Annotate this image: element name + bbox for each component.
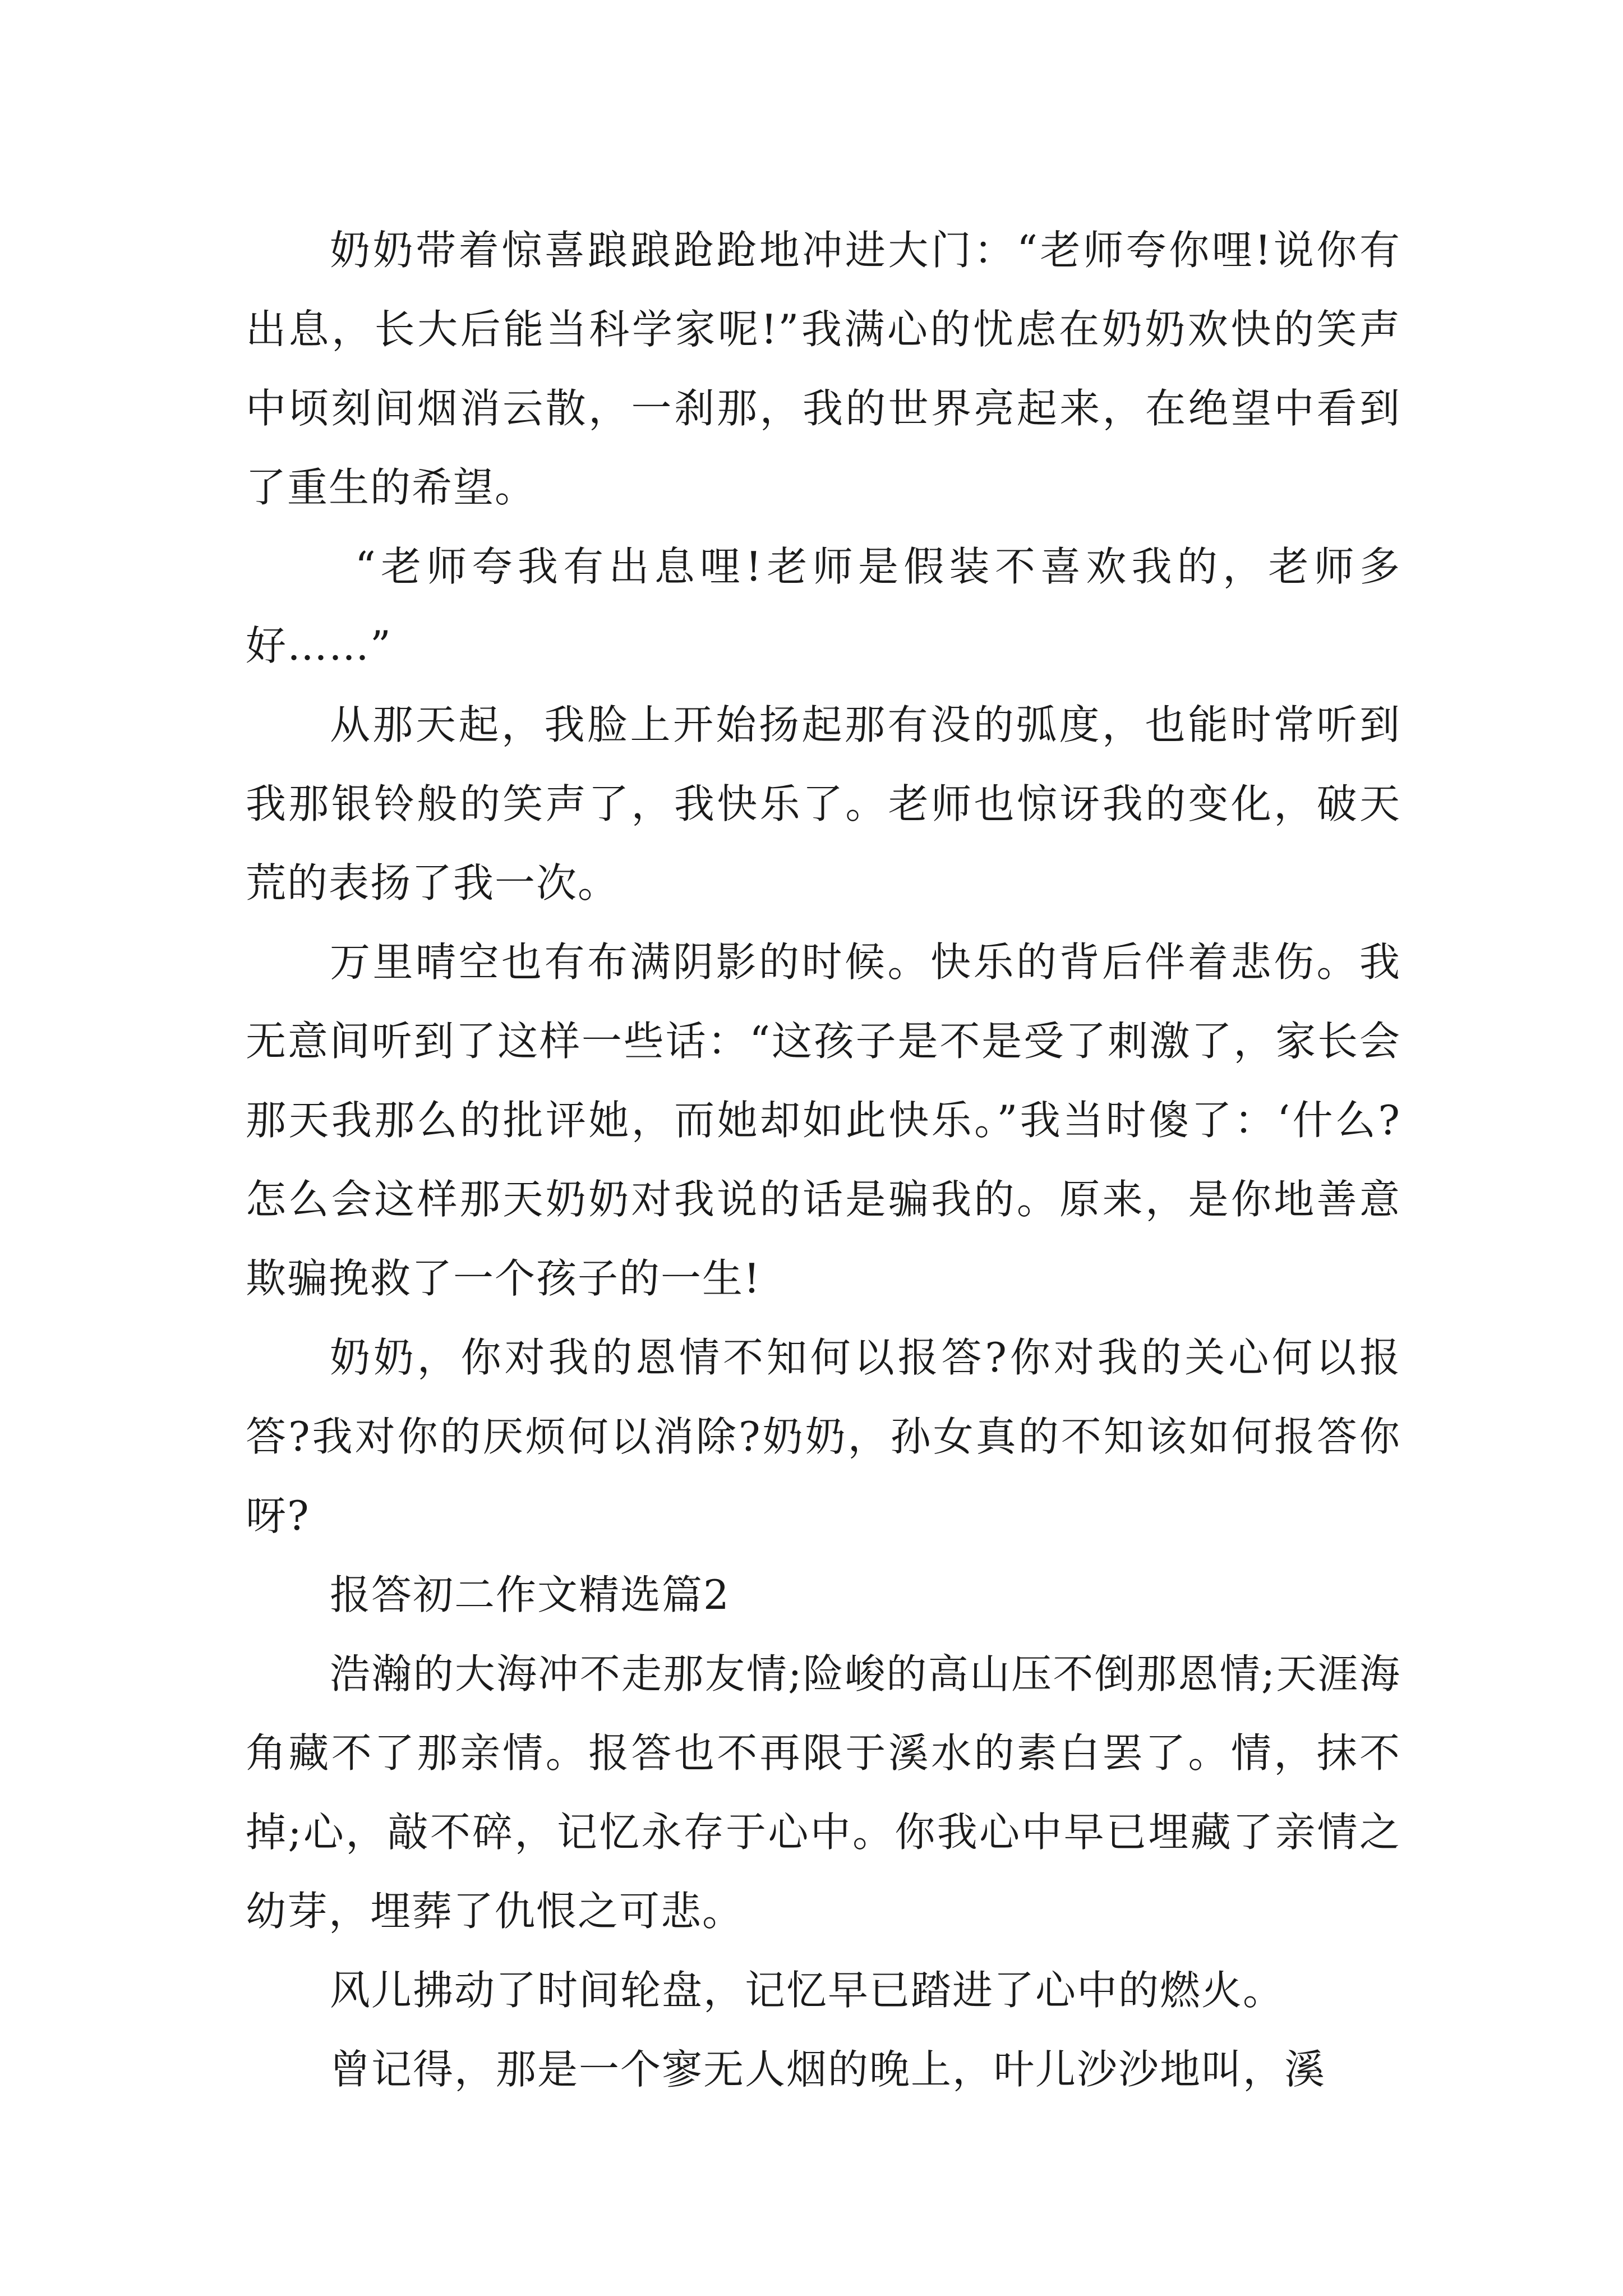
paragraph: 奶奶，你对我的恩情不知何以报答?你对我的关心何以报答?我对你的厌烦何以消除?奶奶，孙女真的不知该如何报答你呀? [246,1334,1401,1539]
paragraph: 风儿拂动了时间轮盘，记忆早已踏进了心中的燃火。 [330,1967,1285,2014]
section-heading: 报答初二作文精选篇2 [330,1571,730,1618]
document-body [246,211,1401,2109]
paragraph: 奶奶带着惊喜踉踉跄跄地冲进大门：“老师夸你哩!说你有出息，长大后能当科学家呢!”我满心的忧虑在奶奶欢快的笑声中顷刻间烟消云散，一刹那，我的世界亮起来，在绝望中看到了重生的希望。 [246,227,1401,511]
paragraph: 浩瀚的大海冲不走那友情;险峻的高山压不倒那恩情;天涯海角藏不了那亲情。报答也不再限于溪水的素白罢了。情，抹不掉;心，敲不碎，记忆永存于心中。你我心中早已埋藏了亲情之幼芽，埋葬了仇恨之可悲。 [246,1650,1401,1935]
paragraph: 从那天起，我脸上开始扬起那有没的弧度，也能时常听到我那银铃般的笑声了，我快乐了。老师也惊讶我的变化，破天荒的表扬了我一次。 [246,701,1401,907]
paragraph: 曾记得，那是一个寥无人烟的晚上，叶儿沙沙地叫，溪 [330,2046,1326,2093]
paragraph: “老师夸我有出息哩!老师是假装不喜欢我的，老师多好……” [246,543,1401,669]
paragraph: 万里晴空也有布满阴影的时候。快乐的背后伴着悲伤。我无意间听到了这样一些话：“这孩子是不是受了刺激了，家长会那天我那么的批评她，而她却如此快乐。”我当时傻了：‘什么?怎么会这样那天奶奶对我说的话是骗我的。原来，是你地善意欺骗挽救了一个孩子的一生! [246,938,1401,1302]
